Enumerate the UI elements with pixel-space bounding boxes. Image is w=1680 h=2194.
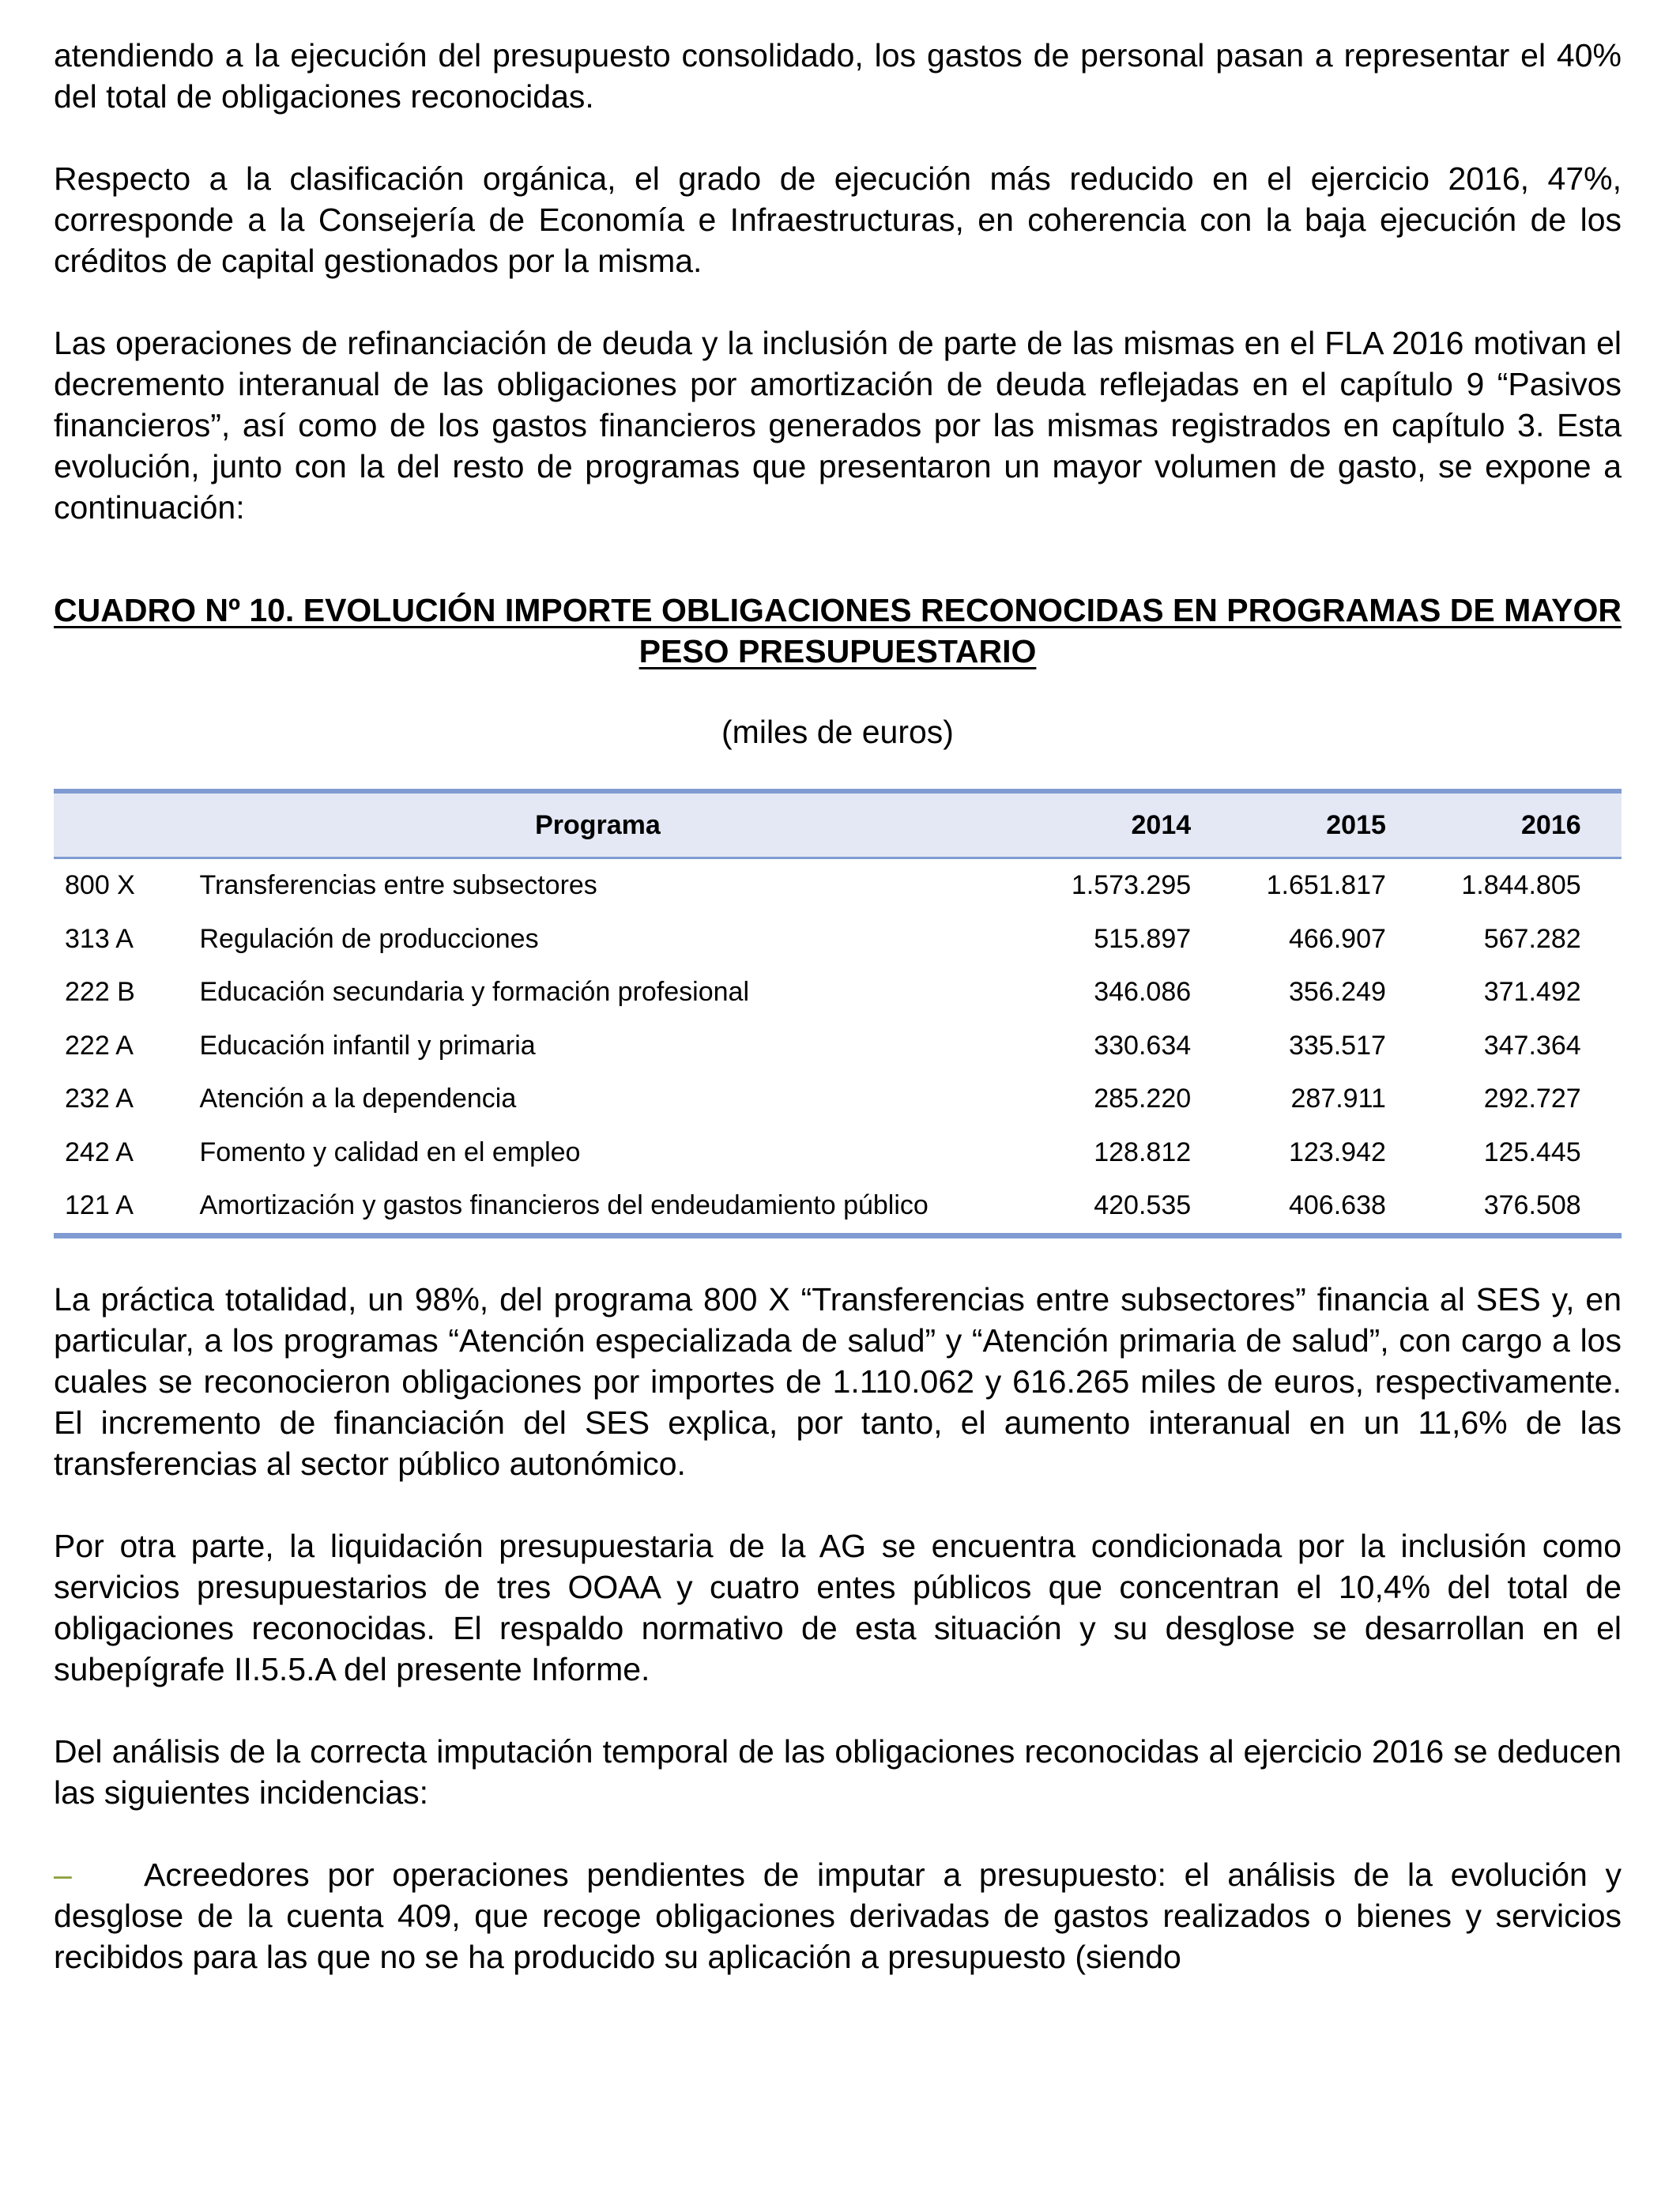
header-2014: 2014 xyxy=(996,791,1191,858)
row-padding xyxy=(1581,1179,1622,1235)
row-padding xyxy=(1581,858,1622,913)
paragraph-organic-classification: Respecto a la clasificación orgánica, el grado de ejecución más reducido en el ejercicio 2016, 47%, corresponde a la Consejería de Economía e Infraestructuras, en coherencia con la baja ejecución de los créditos de capital gestionados por la misma. xyxy=(54,160,1622,279)
row-padding xyxy=(1581,913,1622,967)
row-value-2015: 287.911 xyxy=(1290,1084,1386,1114)
row-value-2015: 123.942 xyxy=(1288,1137,1386,1167)
row-value-2016: 371.492 xyxy=(1483,977,1581,1008)
list-item-creditors xyxy=(54,1854,1622,1977)
table-row xyxy=(54,1072,1622,1126)
table-unit: (miles de euros) xyxy=(721,714,954,750)
row-padding xyxy=(1581,1072,1622,1126)
row-name: Educación secundaria y formación profesional xyxy=(199,977,750,1008)
row-code: 222 A xyxy=(65,1030,134,1061)
header-code xyxy=(54,791,200,858)
row-value-2015: 466.907 xyxy=(1288,923,1386,954)
table-row xyxy=(54,966,1622,1020)
row-name: Regulación de producciones xyxy=(199,923,539,954)
row-name: Educación infantil y primaria xyxy=(199,1030,536,1061)
row-value-2014: 128.812 xyxy=(1094,1137,1192,1167)
row-value-2014: 330.634 xyxy=(1094,1030,1192,1061)
row-value-2016: 292.727 xyxy=(1483,1084,1581,1114)
row-name: Amortización y gastos financieros del endeudamiento público xyxy=(200,1179,996,1235)
paragraph-personal-expenses: atendiendo a la ejecución del presupuesto consolidado, los gastos de personal pasan a representar el 40% del total de obligaciones reconocidas. xyxy=(54,37,1622,115)
row-value-2016: 347.364 xyxy=(1483,1030,1581,1061)
table-row xyxy=(54,913,1622,967)
row-value-2015: 406.638 xyxy=(1191,1179,1386,1235)
row-value-2016: 376.508 xyxy=(1386,1179,1581,1235)
row-value-2014: 1.573.295 xyxy=(1071,870,1192,901)
paragraph-debt-refinancing: Las operaciones de refinanciación de deuda y la inclusión de parte de las mismas en el FLA 2016 motivan el decremento interanual de las obligaciones por amortización de deuda reflejadas en el capítulo 9 “Pasivos financieros”, así como de los gastos financieros generados por las mismas registrados en capítulo 3. Esta evolución, junto con la del resto de programas que presentaron un mayor volumen de gasto, se expone a continuación: xyxy=(54,325,1622,526)
paragraph-transfers-ses: La práctica totalidad, un 98%, del programa 800 X “Transferencias entre subsectores” financia al SES y, en particular, a los programas “Atención especializada de salud” y “Atención primaria de salud”, con cargo a los cuales se reconocieron obligaciones por importes de 1.110.062 y 616.265 miles de euros, respectivamente. El incremento de financiación del SES explica, por tanto, el aumento interanual en un 11,6% de las transferencias al sector público autonómico. xyxy=(54,1281,1622,1482)
row-code: 121 A xyxy=(54,1179,200,1235)
row-padding xyxy=(1581,1126,1622,1180)
list-item-text: Acreedores por operaciones pendientes de imputar a presupuesto: el análisis de la evolución y desglose de la cuenta 409, que recoge obligaciones derivadas de gastos realizados o bienes y servicios recibidos para las que no se ha producido su aplicación a presupuesto (siendo xyxy=(54,1857,1622,1975)
table-title xyxy=(54,590,1622,672)
row-value-2016: 125.445 xyxy=(1483,1137,1581,1167)
header-programa: Programa xyxy=(200,791,996,858)
row-padding xyxy=(1581,1020,1622,1073)
row-value-2014: 420.535 xyxy=(996,1179,1191,1235)
row-code: 232 A xyxy=(65,1084,134,1114)
row-code: 800 X xyxy=(65,870,135,901)
row-name: Fomento y calidad en el empleo xyxy=(199,1137,581,1167)
programs-table xyxy=(54,789,1622,1238)
row-value-2016: 1.844.805 xyxy=(1461,870,1581,901)
header-2016: 2016 xyxy=(1386,791,1581,858)
row-value-2014: 285.220 xyxy=(1094,1084,1192,1114)
row-value-2016: 567.282 xyxy=(1483,923,1581,954)
table-row xyxy=(54,1020,1622,1073)
row-value-2014: 515.897 xyxy=(1094,923,1192,954)
list-bullet-dash: – xyxy=(54,1857,72,1893)
row-padding xyxy=(1581,966,1622,1020)
row-value-2014: 346.086 xyxy=(1094,977,1192,1008)
programs-table-wrapper xyxy=(54,789,1622,1238)
paragraph-budget-liquidation: Por otra parte, la liquidación presupuestaria de la AG se encuentra condicionada por la inclusión como servicios presupuestarios de tres OOAA y cuatro entes públicos que concentran el 10,4% del total de obligaciones reconocidas. El respaldo normativo de esta situación y su desglose se desarrollan en el subepígrafe II.5.5.A del presente Informe. xyxy=(54,1528,1622,1687)
row-value-2015: 1.651.817 xyxy=(1266,870,1386,901)
table-row xyxy=(54,1179,1622,1235)
header-2015: 2015 xyxy=(1191,791,1386,858)
table-title-text: CUADRO Nº 10. EVOLUCIÓN IMPORTE OBLIGACIONES RECONOCIDAS EN PROGRAMAS DE MAYOR PESO PRESUPUESTARIO xyxy=(54,592,1622,669)
table-header-row xyxy=(54,791,1622,858)
row-value-2015: 356.249 xyxy=(1288,977,1386,1008)
row-value-2015: 335.517 xyxy=(1288,1030,1386,1061)
paragraph-temporal-imputation: Del análisis de la correcta imputación temporal de las obligaciones reconocidas al ejercicio 2016 se deducen las siguientes incidencias: xyxy=(54,1733,1622,1811)
row-name: Transferencias entre subsectores xyxy=(199,870,597,901)
row-code: 313 A xyxy=(65,923,134,954)
table-row xyxy=(54,1126,1622,1180)
row-name: Atención a la dependencia xyxy=(199,1084,517,1114)
header-padding xyxy=(1581,791,1622,858)
row-code: 242 A xyxy=(65,1137,134,1167)
table-row xyxy=(54,858,1622,913)
row-code: 222 B xyxy=(65,977,135,1008)
